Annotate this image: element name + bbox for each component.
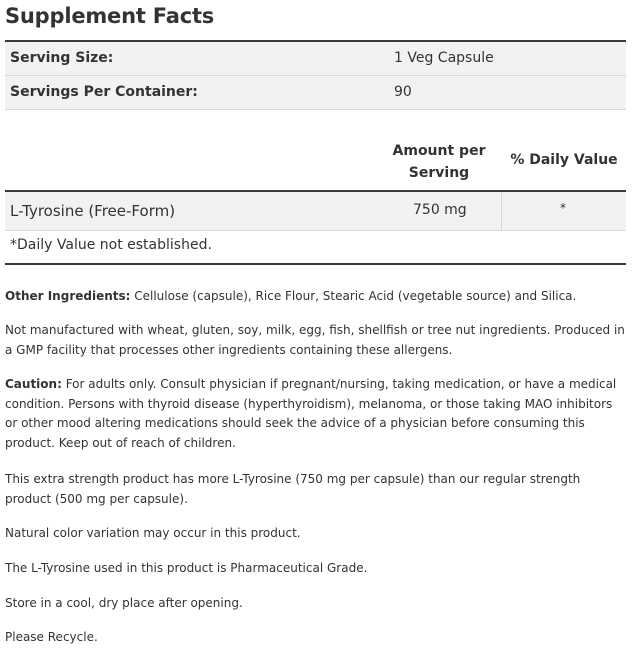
serving-size-label: Serving Size: xyxy=(10,50,114,66)
daily-value-footnote: *Daily Value not established. xyxy=(10,237,212,253)
amount-header-line1: Amount per xyxy=(392,143,486,159)
storage-paragraph: Store in a cool, dry place after opening. xyxy=(5,596,243,610)
servings-per-container-value: 90 xyxy=(394,84,412,100)
table-bottom-thick-rule xyxy=(5,263,626,265)
recycle-paragraph: Please Recycle. xyxy=(5,630,98,644)
servings-per-container-label: Servings Per Container: xyxy=(10,84,198,100)
other-ingredients-label: Other Ingredients: xyxy=(5,289,131,303)
nutrient-row-bottom-rule xyxy=(5,230,626,231)
allergen-paragraph: Not manufactured with wheat, gluten, soy, milk, egg, fish, shellfish or tree nut ingredients. Produced in a GMP facility that processes other ingredients containing these allergens. xyxy=(5,323,625,357)
nutrient-amount: 750 mg xyxy=(413,202,467,218)
nutrient-name: L-Tyrosine (Free-Form) xyxy=(10,202,176,220)
grade-paragraph: The L-Tyrosine used in this product is Pharmaceutical Grade. xyxy=(5,561,368,575)
other-ingredients-paragraph xyxy=(5,287,625,307)
amount-header-line2: Serving xyxy=(408,165,470,181)
page-title: Supplement Facts xyxy=(5,4,215,28)
strength-paragraph: This extra strength product has more L-Tyrosine (750 mg per capsule) than our regular strength product (500 mg per capsule). xyxy=(5,472,581,506)
color-variation-paragraph: Natural color variation may occur in this product. xyxy=(5,526,301,540)
serving-size-value: 1 Veg Capsule xyxy=(394,50,494,66)
caution-label: Caution: xyxy=(5,377,62,391)
caution-text: For adults only. Consult physician if pregnant/nursing, taking medication, or have a medical condition. Persons with thyroid disease (hyperthyroidism), melanoma, or those taking MAO inhibitors or other mood altering medications should seek the advice of a physician before consuming this product. Keep out of reach of children. xyxy=(5,377,617,450)
daily-value-header: % Daily Value xyxy=(510,152,618,168)
nutrient-column-divider xyxy=(501,192,502,230)
nutrient-daily-value: * xyxy=(560,201,566,215)
other-ingredients-text: Cellulose (capsule), Rice Flour, Stearic Acid (vegetable source) and Silica. xyxy=(130,289,577,303)
caution-paragraph xyxy=(5,375,625,453)
serving-block-bottom-rule xyxy=(5,109,626,110)
amount-per-serving-header xyxy=(378,140,500,184)
